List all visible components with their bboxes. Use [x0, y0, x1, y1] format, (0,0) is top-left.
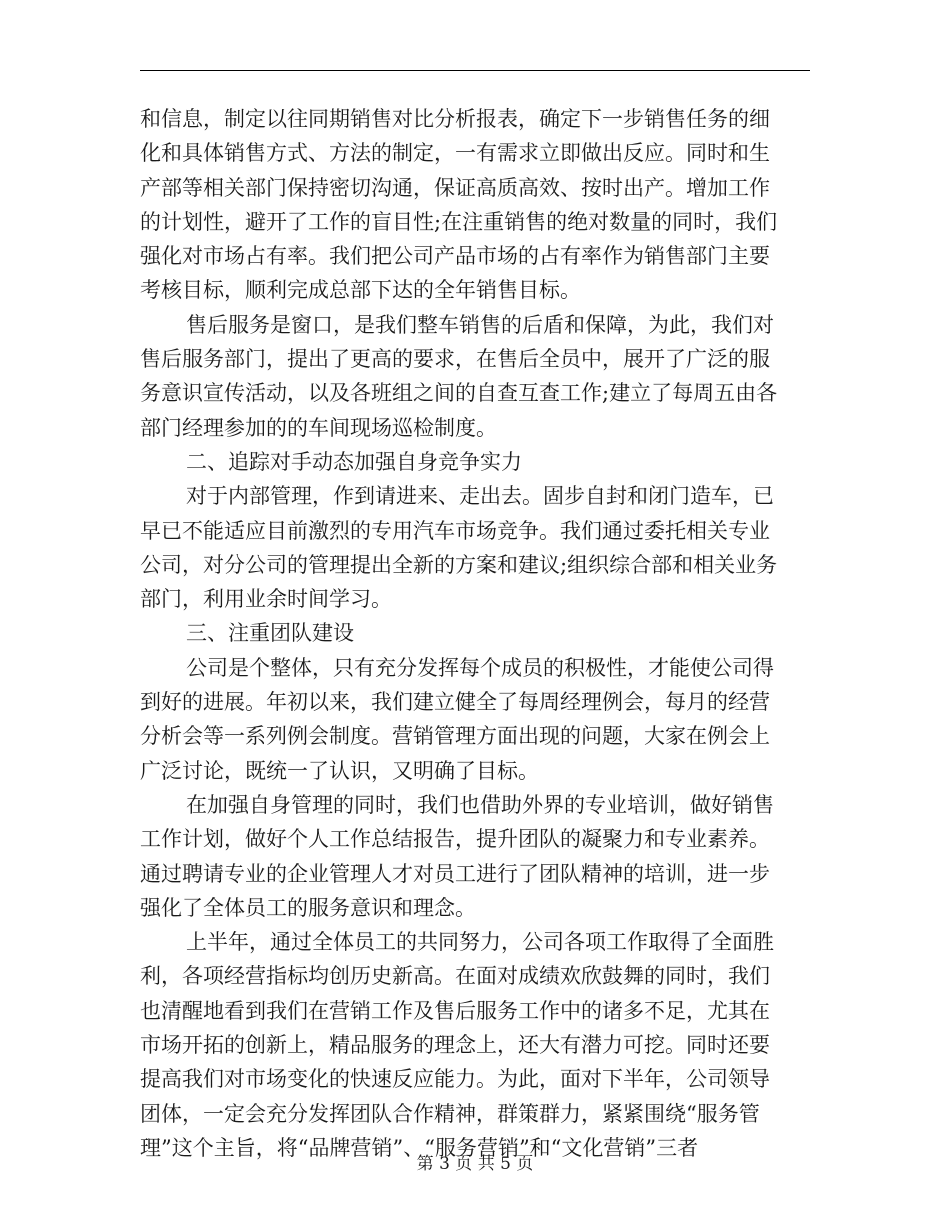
text-line: 售后服务部门，提出了更高的要求，在售后全员中，展开了广泛的服: [140, 347, 770, 372]
text-line: 产部等相关部门保持密切沟通，保证高质高效、按时出产。增加工作: [140, 175, 770, 200]
text-line: 强化了全体员工的服务意识和理念。: [140, 895, 476, 920]
text-line: 公司，对分公司的管理提出全新的方案和建议;组织综合部和相关业务: [140, 552, 778, 577]
text-line: 市场开拓的创新上，精品服务的理念上，还大有潜力可挖。同时还要: [140, 1033, 770, 1058]
text-line: 通过聘请专业的企业管理人才对员工进行了团队精神的培训，进一步: [140, 861, 770, 886]
text-line: 化和具体销售方式、方法的制定，一有需求立即做出反应。同时和生: [140, 141, 770, 166]
text-line: 售后服务是窗口，是我们整车销售的后盾和保障，为此，我们对: [186, 312, 774, 337]
page-number: 第 3 页 共 5 页: [416, 1154, 534, 1174]
text-line: 部门经理参加的的车间现场巡检制度。: [140, 415, 497, 440]
text-line: 到好的进展。年初以来，我们建立健全了每周经理例会，每月的经营: [140, 690, 770, 715]
text-line: 分析会等一系列例会制度。营销管理方面出现的问题，大家在例会上: [140, 724, 770, 749]
text-line: 的计划性，避开了工作的盲目性;在注重销售的绝对数量的同时，我们: [140, 209, 778, 234]
text-line: 早已不能适应目前激烈的专用汽车市场竞争。我们通过委托相关专业: [140, 518, 770, 543]
text-line: 公司是个整体，只有充分发挥每个成员的积极性，才能使公司得: [186, 655, 774, 680]
text-line: 理”这个主旨，将“品牌营销”、“服务营销”和“文化营销”三者: [140, 1135, 699, 1160]
header-rule: [140, 70, 810, 71]
text-line: 团体，一定会充分发挥团队合作精神，群策群力，紧紧围绕“服务管: [140, 1101, 760, 1126]
text-line: 强化对市场占有率。我们把公司产品市场的占有率作为销售部门主要: [140, 244, 770, 269]
document-body: [140, 102, 810, 1165]
text-line: 部门，利用业余时间学习。: [140, 587, 392, 612]
text-line: 利，各项经营指标均创历史新高。在面对成绩欢欣鼓舞的同时，我们: [140, 964, 770, 989]
text-line: 在加强自身管理的同时，我们也借助外界的专业培训，做好销售: [186, 792, 774, 817]
text-line: 也清醒地看到我们在营销工作及售后服务工作中的诸多不足，尤其在: [140, 998, 770, 1023]
text-line: 和信息，制定以往同期销售对比分析报表，确定下一步销售任务的细: [140, 107, 770, 131]
text-line: 广泛讨论，既统一了认识，又明确了目标。: [140, 758, 539, 783]
text-line: 提高我们对市场变化的快速反应能力。为此，面对下半年，公司领导: [140, 1067, 770, 1092]
text-line: 对于内部管理，作到请进来、走出去。固步自封和闭门造车，已: [186, 484, 774, 509]
text-line: 三、注重团队建设: [186, 621, 354, 646]
text-line: 二、追踪对手动态加强自身竞争实力: [186, 449, 522, 474]
text-line: 工作计划，做好个人工作总结报告，提升团队的凝聚力和专业素养。: [140, 827, 770, 852]
text-line: 务意识宣传活动，以及各班组之间的自查互查工作;建立了每周五由各: [140, 381, 778, 406]
text-line: 考核目标，顺利完成总部下达的全年销售目标。: [140, 278, 581, 303]
text-line: 上半年，通过全体员工的共同努力，公司各项工作取得了全面胜: [186, 930, 774, 955]
